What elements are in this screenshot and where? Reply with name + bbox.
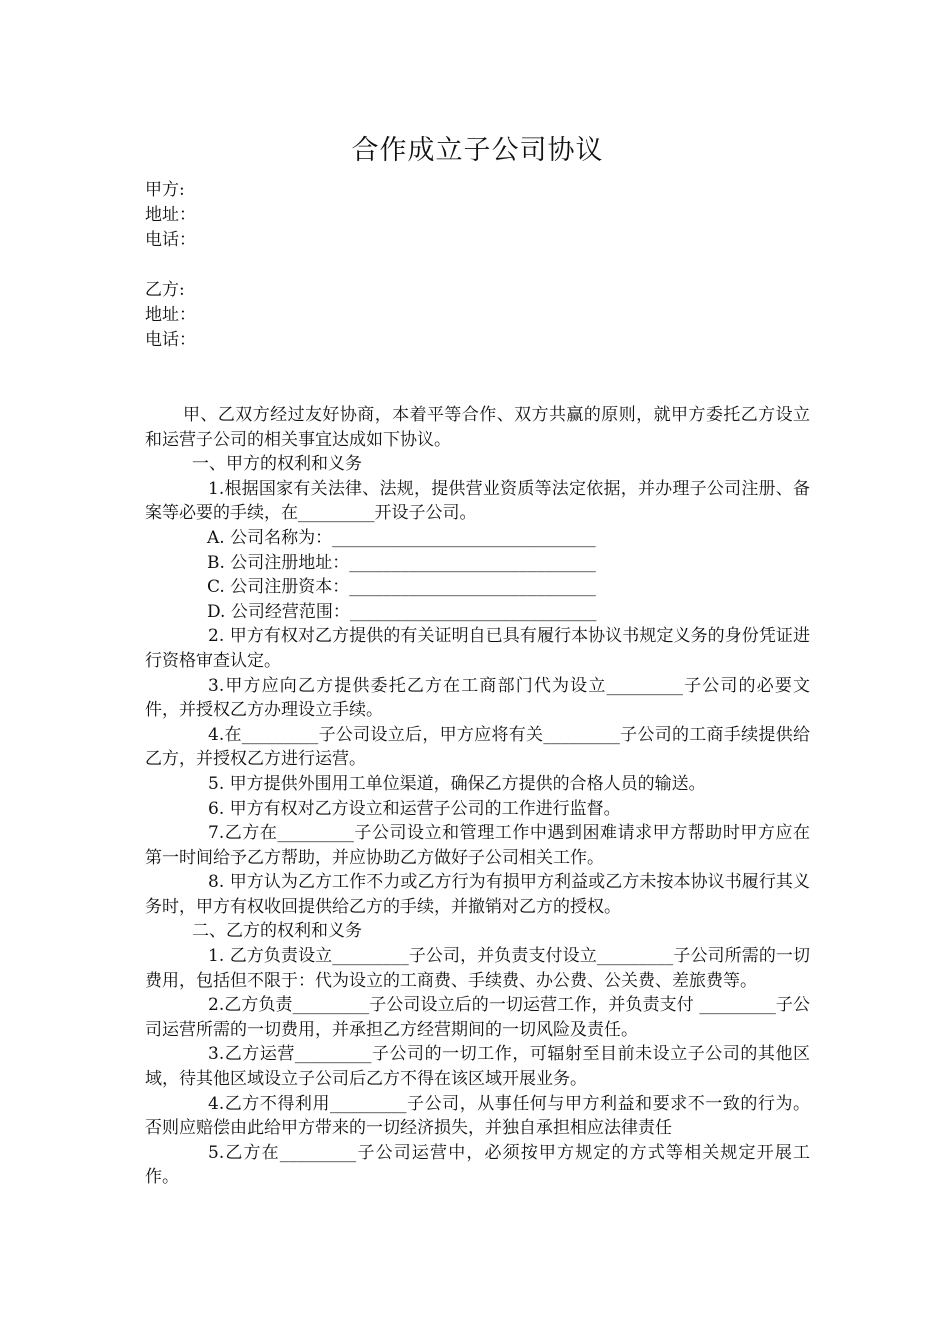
section-2-item-1: 1. 乙方负责设立_________子公司，并负责支付设立_________子公司所需的一切费用，包括但不限于：代为设立的工商费、手续费、办公费、公关费、差旅费等。 <box>145 946 810 991</box>
section-2-item-2: 2.乙方负责_________子公司设立后的一切运营工作，并负责支付 _________子公司运营所需的一切费用，并承担乙方经营期间的一切风险及责任。 <box>145 995 810 1040</box>
option-registered-capital: C. 公司注册资本：_____________________________ <box>207 577 596 598</box>
party-b-address: 地址： <box>145 305 196 325</box>
party-a-phone: 电话： <box>145 230 196 250</box>
section-2-item-3: 3.乙方运营_________子公司的一切工作，可辐射至目前未设立子公司的其他区域，待其他区域设立子公司后乙方不得在该区域开展业务。 <box>145 1044 810 1090</box>
document-title: 合作成立子公司协议 <box>351 135 604 166</box>
party-a-address: 地址： <box>145 205 196 225</box>
section-1-item-6: 6. 甲方有权对乙方设立和运营子公司的工作进行监督。 <box>208 798 621 819</box>
document-page <box>145 126 810 1190</box>
section-1-heading: 一、甲方的权利和义务 <box>192 454 362 475</box>
section-2-heading: 二、乙方的权利和义务 <box>192 921 362 942</box>
section-1-item-2: 2. 甲方有权对乙方提供的有关证明自已具有履行本协议书规定义务的身份凭证进行资格审查认定。 <box>145 626 810 671</box>
option-business-scope: D. 公司经营范围：_____________________________ <box>207 601 597 622</box>
section-2-item-4: 4.乙方不得利用_________子公司，从事任何与甲方利益和要求不一致的行为。否则应赔偿由此给甲方带来的一切经济损失，并独自承担相应法律责任 <box>145 1093 810 1139</box>
option-company-name: A. 公司名称为：_______________________________ <box>207 527 596 548</box>
section-1-item-7: 7.乙方在_________子公司设立和管理工作中遇到困难请求甲方帮助时甲方应在第一时间给予乙方帮助，并应协助乙方做好子公司相关工作。 <box>145 823 810 868</box>
party-b-phone: 电话： <box>145 330 196 350</box>
section-1-item-4: 4.在_________子公司设立后，甲方应将有关_________子公司的工商手续提供给乙方，并授权乙方进行运营。 <box>145 724 810 770</box>
spacer <box>145 353 810 403</box>
intro-paragraph: 甲、乙双方经过友好协商，本着平等合作、双方共赢的原则，就甲方委托乙方设立和运营子公司的相关事宜达成如下协议。 <box>145 405 810 450</box>
section-1-item-8: 8. 甲方认为乙方工作不力或乙方行为有损甲方利益或乙方未按本协议书履行其义务时，甲方有权收回提供给乙方的手续，并撤销对乙方的授权。 <box>145 872 810 917</box>
section-1-item-1: 1.根据国家有关法律、法规，提供营业资质等法定依据，并办理子公司注册、备案等必要的手续，在_________开设子公司。 <box>145 478 810 524</box>
spacer <box>145 253 810 278</box>
party-a-label: 甲方: <box>145 180 185 200</box>
section-1-item-3: 3.甲方应向乙方提供委托乙方在工商部门代为设立_________子公司的必要文件，并授权乙方办理设立手续。 <box>145 675 810 721</box>
party-b-label: 乙方: <box>145 280 185 300</box>
section-1-item-5: 5. 甲方提供外围用工单位渠道，确保乙方提供的合格人员的输送。 <box>208 773 706 794</box>
option-company-address: B. 公司注册地址：_____________________________ <box>207 552 596 573</box>
section-2-item-5: 5.乙方在_________子公司运营中，必须按甲方规定的方式等相关规定开展工作。 <box>145 1142 810 1188</box>
